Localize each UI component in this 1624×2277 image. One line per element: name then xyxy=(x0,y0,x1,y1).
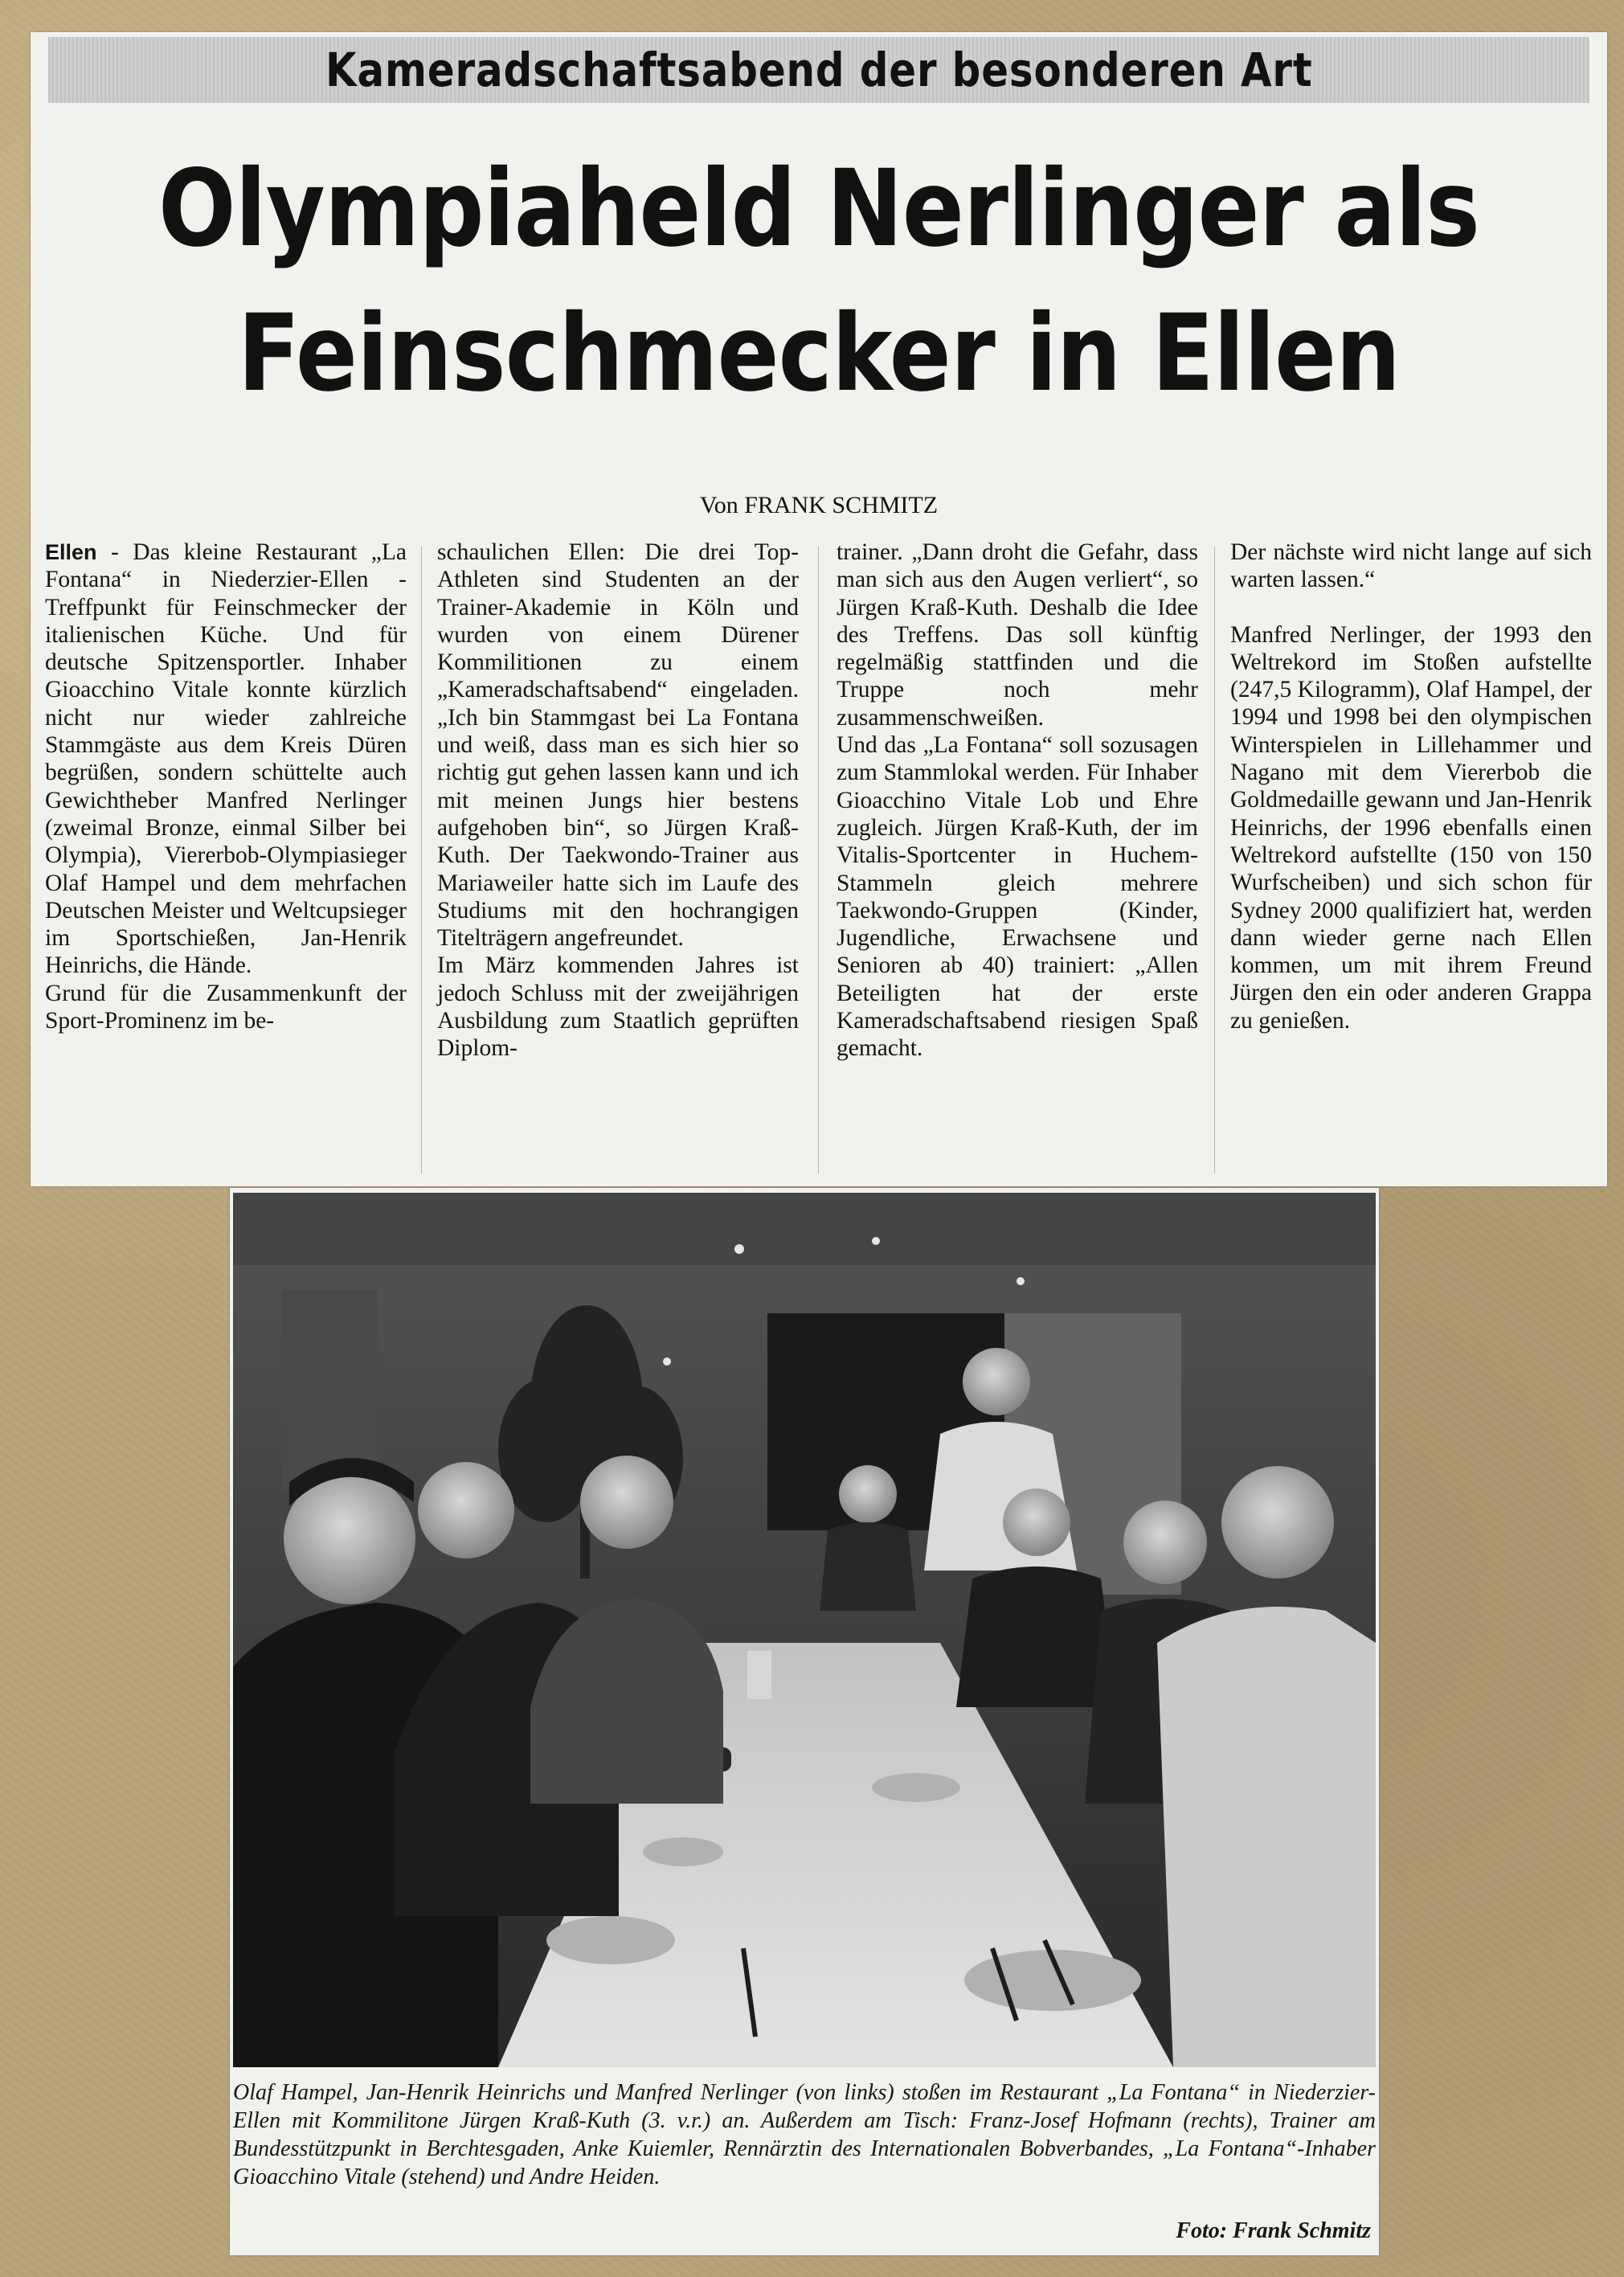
restaurant-photo xyxy=(233,1193,1376,2067)
paragraph-gap xyxy=(1230,594,1592,621)
column-3 xyxy=(837,539,1198,1063)
column-3-paragraph-2: Und das „La Fontana“ soll sozusagen zum Stammlokal werden. Für Inhaber Gioacchino Vitale Lob und Ehre zugleich. Jürgen Kraß-Kuth, der im Vitalis-Sportcenter in Huchem-Stammeln gleich mehrere Taekwondo-Gruppen (Kinder, Jugendliche, Erwachsene und Senioren ab 40) trainiert: „Allen Beteiligten hat der erste Kameradschaftsabend riesigen Spaß gemacht. xyxy=(837,732,1198,1062)
column-2-paragraph-1: schaulichen Ellen: Die drei Top-Athleten sind Studenten an der Trainer-Akademie in Köln und wurden von einem Dürener Kommilitionen zu einem „Kameradschaftsabend“ eingeladen. „Ich bin Stammgast bei La Fontana und weiß, dass man es sich hier so richtig gut gehen lassen kann und ich mit meinen Jungs hier bestens aufgehoben bin“, so Jürgen Kraß-Kuth. Der Taekwondo-Trainer aus Mariaweiler hatte sich im Laufe des Studiums mit den hochrangigen Titelträgern angefreundet. xyxy=(437,539,799,952)
photo-credit: Foto: Frank Schmitz xyxy=(1176,2218,1371,2243)
column-rule xyxy=(421,547,422,1173)
headline-line-2: Feinschmecker in Ellen xyxy=(237,292,1401,416)
kicker-bar xyxy=(48,37,1589,103)
column-1-paragraph-2: Grund für die Zusammenkunft der Sport-Prominenz im be- xyxy=(45,980,407,1034)
article-clipping xyxy=(31,32,1607,1186)
headline xyxy=(31,137,1607,426)
photo-caption: Olaf Hampel, Jan-Henrik Heinrichs und Manfred Nerlinger (von links) stoßen im Restaurant „La Fontana“ in Niederzier-Ellen mit Kommilitone Jürgen Kraß-Kuth (3. v.r.) an. Außerdem am Tisch: Franz-Josef Hofmann (rechts), Trainer am Bundesstützpunkt in Berchtesgaden, Anke Kuiemler, Rennärztin des Internationalen Bobverbandes, „La Fontana“-Inhaber Gioacchino Vitale (stehend) und Andre Heiden. xyxy=(233,2080,1376,2189)
column-3-paragraph-1: trainer. „Dann droht die Gefahr, dass man sich aus den Augen verliert“, so Jürgen Kraß-Kuth. Deshalb die Idee des Treffens. Das soll künftig regelmäßig stattfinden und die Truppe noch mehr zusammenschweißen. xyxy=(837,539,1198,731)
column-4 xyxy=(1230,539,1592,1034)
column-1-text-1: - Das kleine Restaurant „La Fontana“ in Niederzier-Ellen - Treffpunkt für Feinschmecker der italienischen Küche. Und für deutsche Spitzensportler. Inhaber Gioacchino Vitale konnte kürzlich nicht nur wieder zahlreiche Stammgäste aus dem Kreis Düren begrüßen, sondern schüttelte auch Gewichtheber Manfred Nerlinger (zweimal Bronze, einmal Silber bei Olympia), Viererbob-Olympiasieger Olaf Hampel und dem mehrfachen Deutschen Meister und Weltcupsieger im Sportschießen, Jan-Henrik Heinrichs, die Hände. xyxy=(45,539,407,979)
column-2-paragraph-2: Im März kommenden Jahres ist jedoch Schluss mit der zweijährigen Ausbildung zum Staatlich geprüften Diplom- xyxy=(437,952,799,1062)
photo-grain xyxy=(233,1193,1376,2067)
column-rule xyxy=(818,547,819,1173)
kicker: Kameradschaftsabend der besonderen Art xyxy=(325,43,1313,97)
article-body xyxy=(45,539,1596,1182)
photo-illustration xyxy=(233,1193,1376,2067)
dateline: Ellen xyxy=(45,540,97,564)
headline-line-1: Olympiaheld Nerlinger als xyxy=(158,147,1479,271)
column-1 xyxy=(45,539,407,1034)
column-1-paragraph-1 xyxy=(45,539,407,980)
column-4-paragraph-2: Manfred Nerlinger, der 1993 den Weltrekord im Stoßen aufstellte (247,5 Kilogramm), Olaf Hampel, der 1994 und 1998 bei den olympischen Winterspielen in Lillehammer und Nagano mit dem Viererbob die Goldmedaille gewann und Jan-Henrik Heinrichs, der 1996 ebenfalls einen Weltrekord aufstellte (150 von 150 Wurfscheiben) und sich schon für Sydney 2000 qualifiziert hat, werden dann wieder gerne nach Ellen kommen, um mit ihrem Freund Jürgen den ein oder anderen Grappa zu genießen. xyxy=(1230,621,1592,1034)
photo-clipping xyxy=(230,1188,1379,2255)
byline: Von FRANK SCHMITZ xyxy=(699,492,939,518)
column-4-paragraph-1: Der nächste wird nicht lange auf sich warten lassen.“ xyxy=(1230,539,1592,593)
column-2 xyxy=(437,539,799,1063)
column-rule xyxy=(1214,547,1215,1173)
